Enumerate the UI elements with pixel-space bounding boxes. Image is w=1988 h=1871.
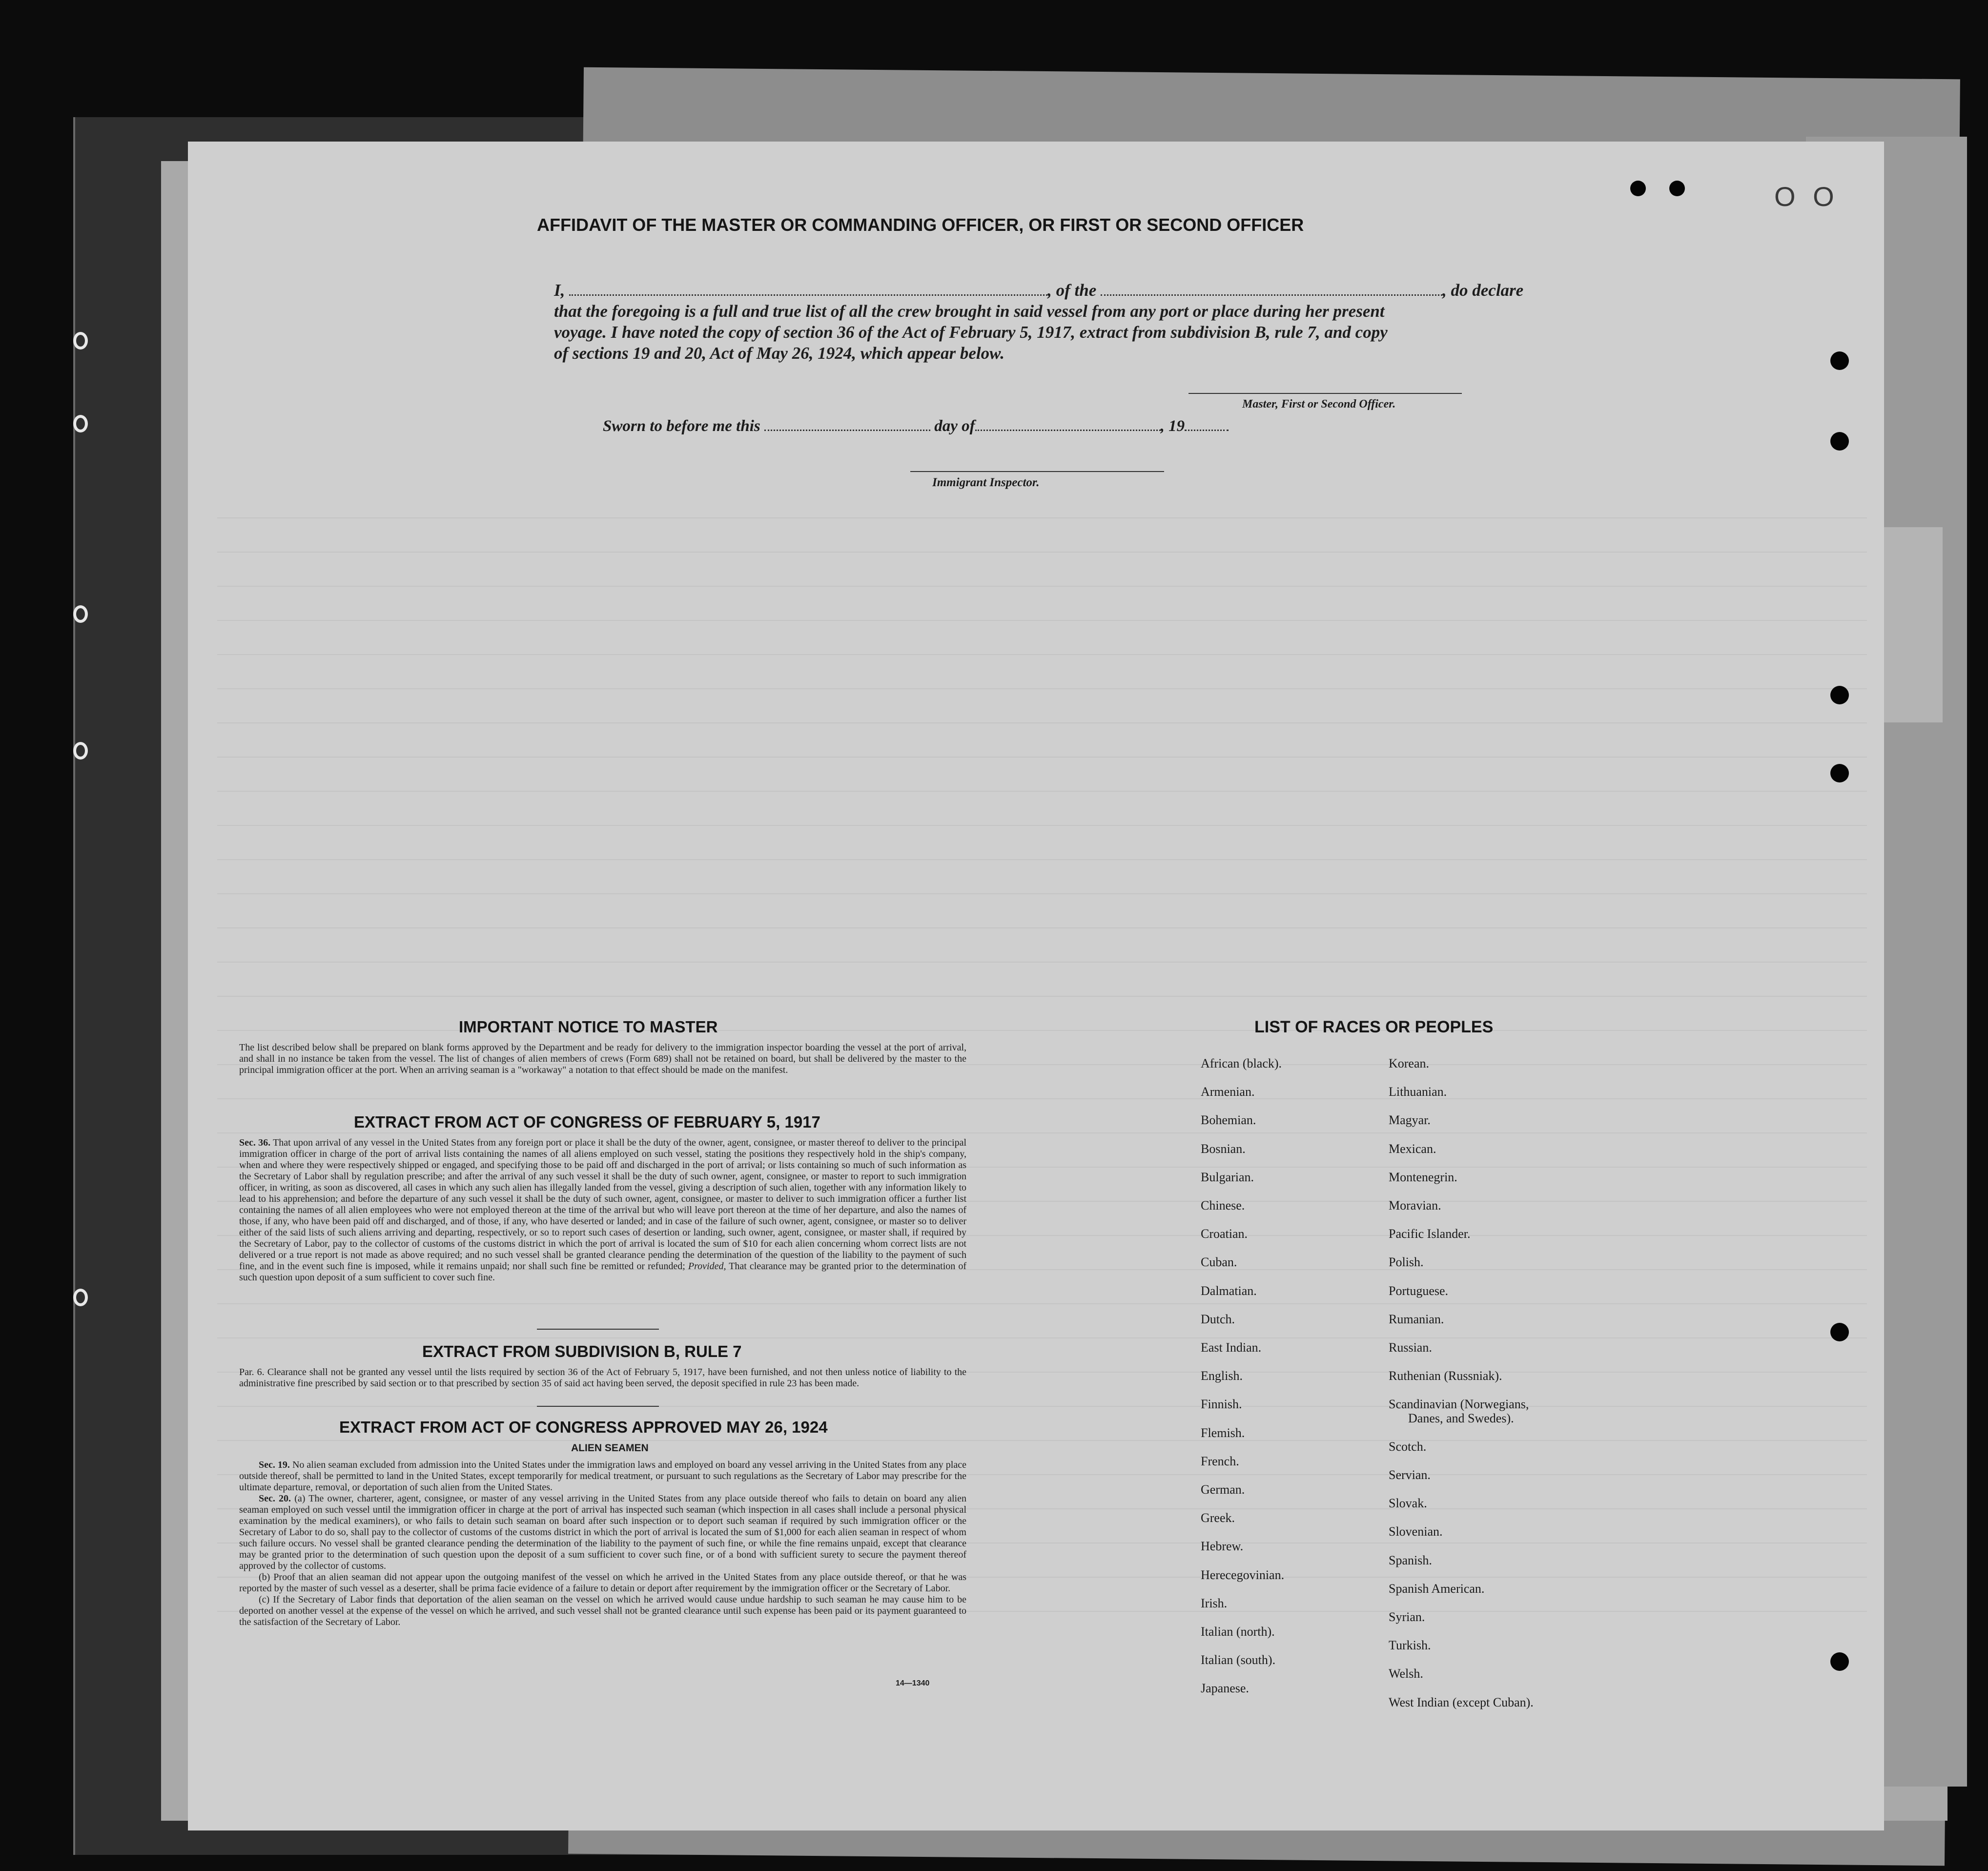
signature-line[interactable] bbox=[1189, 393, 1462, 394]
extract-rule7-title: EXTRACT FROM SUBDIVISION B, RULE 7 bbox=[422, 1342, 742, 1360]
race-item: Russian. bbox=[1389, 1340, 1432, 1355]
inspector-signature-line[interactable] bbox=[910, 471, 1164, 472]
punch-hole bbox=[1830, 1323, 1849, 1341]
sec-19-text: No alien seaman excluded from admission into the United States under the immigration laws and employed on board any vessel arriving in the United States from any place outside thereof, shall be permitted to land in the United States, except temporarily for medical treatment, or pursuant to such regulations as the Secretary of Labor may prescribe for the ultimate departure, removal, or deportation of such alien from the United States. bbox=[239, 1460, 966, 1493]
race-item: Mexican. bbox=[1389, 1141, 1436, 1156]
race-item: Pacific Islander. bbox=[1389, 1227, 1471, 1241]
punch-hole bbox=[1830, 432, 1849, 451]
affidavit-declaration-line bbox=[554, 281, 1523, 300]
sec-20-label: Sec. 20. bbox=[259, 1493, 291, 1504]
race-item: Syrian. bbox=[1389, 1610, 1425, 1624]
proviso-text: That clearance may be granted prior to the determination of such question upon deposit of a sum sufficient to cover such fine. bbox=[239, 1261, 967, 1283]
sworn-year: , 19 bbox=[1160, 417, 1185, 435]
races-title: LIST OF RACES OR PEOPLES bbox=[1254, 1018, 1494, 1036]
race-item: Turkish. bbox=[1389, 1638, 1431, 1653]
affidavit-do-declare: , do declare bbox=[1442, 281, 1524, 300]
proviso-label: Provided, bbox=[688, 1261, 726, 1272]
race-item: Japanese. bbox=[1201, 1681, 1249, 1696]
sec-19-label: Sec. 19. bbox=[259, 1460, 290, 1470]
punch-hole bbox=[1630, 181, 1646, 196]
race-item: Lithuanian. bbox=[1389, 1085, 1447, 1099]
binder-ring bbox=[73, 332, 88, 350]
race-item: Welsh. bbox=[1389, 1666, 1423, 1681]
binder-ring bbox=[73, 742, 88, 760]
sworn-before: Sworn to before me this bbox=[603, 417, 760, 435]
race-item: Dutch. bbox=[1201, 1312, 1235, 1326]
race-item: English. bbox=[1201, 1369, 1243, 1383]
binder-ring bbox=[73, 415, 88, 432]
notice-title: IMPORTANT NOTICE TO MASTER bbox=[459, 1018, 718, 1036]
race-item: Chinese. bbox=[1201, 1198, 1245, 1213]
sec-20c: (c) If the Secretary of Labor finds that deportation of the alien seaman on the vessel on which he arrived would cause undue hardship to such seaman he may cause him to be deported on another vessel at the expense of the vessel on which he arrived, and such vessel shall not be granted clearance until such expense has been paid or its payment guaranteed to the satisfaction of the Secretary of Labor. bbox=[239, 1594, 966, 1627]
race-item: East Indian. bbox=[1201, 1340, 1262, 1355]
races-right-column bbox=[1389, 1049, 1534, 1717]
section-divider bbox=[537, 1329, 659, 1330]
sec-20a-text: (a) The owner, charterer, agent, consignee, or master of any vessel arriving in the United States from any place outside thereof who fails to detain on board any alien seaman employed on such vessel until the immigration officer in charge at the port of arrival has inspected such seaman (which inspection in all cases shall include a personal physical examination by the medical examiners), or who fails to detain such seaman on board after such inspection or to deport such seaman if required by such immigration officer or the Secretary of Labor to do so, shall pay to the collector of customs of the customs district in which the port of arrival is located the sum of $1,000 for each alien seaman in respect of whom such failure occurs. No vessel shall be granted clearance pending the determination of the liability to the payment of such fine, or while the fine remains unpaid, except that clearance may be granted prior to the determination of such question upon the deposit of a sum sufficient to cover such fine, or of a bond with sufficient surety to secure the payment thereof approved by the collector of customs. bbox=[239, 1493, 966, 1571]
punch-hole bbox=[1830, 1652, 1849, 1671]
notice-body: The list described below shall be prepared on blank forms approved by the Department and be ready for delivery to the immigration inspector boarding the vessel at the port of arrival, and shall in no instance be taken from the vessel. The list of changes of alien members of crews (Form 689) shall not be retained on board, but shall be delivered by the master to the principal immigration officer at the port. When an arriving seaman is a "workaway" a notation to that effect should be made on the manifest. bbox=[239, 1042, 966, 1075]
race-item: Bulgarian. bbox=[1201, 1170, 1254, 1184]
affidavit-text-line: voyage. I have noted the copy of section 36 of the Act of February 5, 1917, extract from subdivision B, rule 7, and copy bbox=[554, 323, 1388, 342]
race-item: Montenegrin. bbox=[1389, 1170, 1457, 1184]
punch-hole bbox=[1830, 351, 1849, 370]
race-item: Italian (south). bbox=[1201, 1653, 1276, 1667]
race-item: African (black). bbox=[1201, 1056, 1282, 1070]
race-item: Armenian. bbox=[1201, 1085, 1255, 1099]
punch-hole bbox=[1669, 181, 1685, 196]
name-blank[interactable] bbox=[569, 294, 1047, 296]
race-item: Cuban. bbox=[1201, 1255, 1237, 1270]
signature-caption: Master, First or Second Officer. bbox=[1242, 398, 1396, 411]
binder-ring bbox=[73, 1289, 88, 1306]
race-item: Moravian. bbox=[1389, 1198, 1441, 1213]
binder-ring bbox=[73, 605, 88, 623]
affidavit-text-line: of sections 19 and 20, Act of May 26, 1924, which appear below. bbox=[554, 344, 1004, 363]
affidavit-text-line: that the foregoing is a full and true list of all the crew brought in said vessel from any port or place during her present bbox=[554, 302, 1385, 321]
race-item: Korean. bbox=[1389, 1056, 1430, 1070]
sworn-year-blank[interactable] bbox=[1185, 430, 1229, 431]
race-item: Herecegovinian. bbox=[1201, 1567, 1285, 1582]
sec-20a bbox=[239, 1493, 966, 1572]
sec-19 bbox=[239, 1460, 966, 1493]
race-item: Flemish. bbox=[1201, 1425, 1245, 1440]
sec-36-label: Sec. 36. bbox=[239, 1137, 271, 1148]
race-item: Spanish American. bbox=[1389, 1581, 1485, 1596]
race-item: French. bbox=[1201, 1454, 1239, 1468]
race-item: Irish. bbox=[1201, 1596, 1228, 1610]
section-divider bbox=[537, 1406, 659, 1407]
race-item: Scotch. bbox=[1389, 1439, 1427, 1454]
extract-1924-body bbox=[239, 1460, 966, 1628]
race-item: Dalmatian. bbox=[1201, 1283, 1257, 1298]
race-item: Finnish. bbox=[1201, 1397, 1242, 1412]
race-item: Rumanian. bbox=[1389, 1312, 1444, 1326]
sworn-date-blank[interactable] bbox=[764, 430, 930, 431]
race-item: Servian. bbox=[1389, 1468, 1431, 1482]
race-item: Bohemian. bbox=[1201, 1113, 1256, 1128]
alien-seamen-subtitle: ALIEN SEAMEN bbox=[571, 1442, 649, 1454]
affidavit-title: AFFIDAVIT OF THE MASTER OR COMMANDING OFFICER, OR FIRST OR SECOND OFFICER bbox=[537, 215, 1304, 235]
race-item: Ruthenian (Russniak). bbox=[1389, 1369, 1502, 1383]
races-left-column bbox=[1201, 1049, 1284, 1703]
race-item: German. bbox=[1201, 1482, 1245, 1497]
race-item: Hebrew. bbox=[1201, 1539, 1244, 1554]
race-item: West Indian (except Cuban). bbox=[1389, 1695, 1534, 1709]
sworn-line bbox=[603, 417, 1229, 435]
race-item: Polish. bbox=[1389, 1255, 1424, 1270]
extract-1917-title: EXTRACT FROM ACT OF CONGRESS OF FEBRUARY 5, 1917 bbox=[354, 1113, 820, 1131]
corner-mark: O O bbox=[1774, 181, 1839, 212]
extract-1924-title: EXTRACT FROM ACT OF CONGRESS APPROVED MAY 26, 1924 bbox=[339, 1418, 828, 1436]
inspector-caption: Immigrant Inspector. bbox=[932, 476, 1040, 489]
race-item: Greek. bbox=[1201, 1511, 1235, 1525]
race-item: Danes, and Swedes). bbox=[1408, 1411, 1514, 1425]
race-item: Italian (north). bbox=[1201, 1624, 1275, 1639]
race-item: Scandinavian (Norwegians, bbox=[1389, 1397, 1529, 1412]
punch-hole bbox=[1830, 764, 1849, 782]
print-code: 14—1340 bbox=[896, 1679, 930, 1687]
race-item: Bosnian. bbox=[1201, 1141, 1246, 1156]
sec-20b: (b) Proof that an alien seaman did not appear upon the outgoing manifest of the vessel on which he arrived in the United States from any place outside thereof, or that he was reported by the master of such vessel as a deserter, shall be prima facie evidence of a failure to detain or deport after requirement by the immigration officer or the Secretary of Labor. bbox=[239, 1572, 966, 1594]
extract-1917-body bbox=[239, 1137, 966, 1283]
sworn-day-of: day of bbox=[934, 417, 975, 435]
race-item: Slovak. bbox=[1389, 1496, 1427, 1511]
race-item: Portuguese. bbox=[1389, 1283, 1449, 1298]
extract-rule7-body: Par. 6. Clearance shall not be granted any vessel until the lists required by section 36 of the Act of February 5, 1917, have been furnished, and not then unless notice of liability to the administrative fine prescribed by said section or to that prescribed by section 35 of said act having been served, the deposit specified in rule 23 has been made. bbox=[239, 1367, 966, 1389]
sworn-month-blank[interactable] bbox=[975, 430, 1161, 431]
affidavit-i: I, bbox=[554, 281, 565, 300]
race-item: Croatian. bbox=[1201, 1227, 1248, 1241]
form-page bbox=[188, 142, 1884, 1830]
race-item: Slovenian. bbox=[1389, 1524, 1443, 1539]
sec-36-text: That upon arrival of any vessel in the United States from any foreign port or place it shall be the duty of the owner, agent, consignee, or master thereof to deliver to the principal immigration officer in charge of the port of arrival lists containing the names of all aliens employed on such vessel, stating the positions they respectively hold in the ship's company, when and where they were respectively shipped or engaged, and specifying those to be paid off and discharged in the port of arrival; or lists containing so much of such information as the Secretary of Labor shall by regulation prescribe; and after the arrival of any such vessel it shall be the duty of such owner, agent, consignee, or master to report to such immigration officer, in writing, as soon as discovered, all cases in which any such alien has illegally landed from the vessel, giving a description of such alien, together with any information likely to lead to his apprehension; and before the departure of any such vessel it shall be the duty of such owner, agent, consignee, or master to deliver to such immigration officer a further list containing the names of all alien employees who were not employed thereon at the time of the arrival but who will leave port thereon at the time of her departure, and also the names of those, if any, who have been paid off and discharged, and of those, if any, who have deserted or landed; and in case of the failure of such owner, agent, consignee, or master so to deliver either of the said lists of such aliens arriving and departing, respectively, or so to report such cases of desertion or landing, such owner, agent, consignee, or master shall, if required by the Secretary of Labor, pay to the collector of customs of the customs district in which the port of arrival is located the sum of $10 for each alien concerning whom correct lists are not delivered or a true report is not made as above required; and no such vessel shall be granted clearance pending the determination of the question of the liability to the payment of such fine, and in the event such fine is imposed, while it remains unpaid; nor shall such fine be remitted or refunded; bbox=[239, 1137, 967, 1272]
race-item: Magyar. bbox=[1389, 1113, 1431, 1128]
punch-hole bbox=[1830, 686, 1849, 704]
race-item: Spanish. bbox=[1389, 1553, 1432, 1567]
affidavit-of-the: , of the bbox=[1047, 281, 1097, 300]
vessel-blank[interactable] bbox=[1101, 294, 1442, 296]
